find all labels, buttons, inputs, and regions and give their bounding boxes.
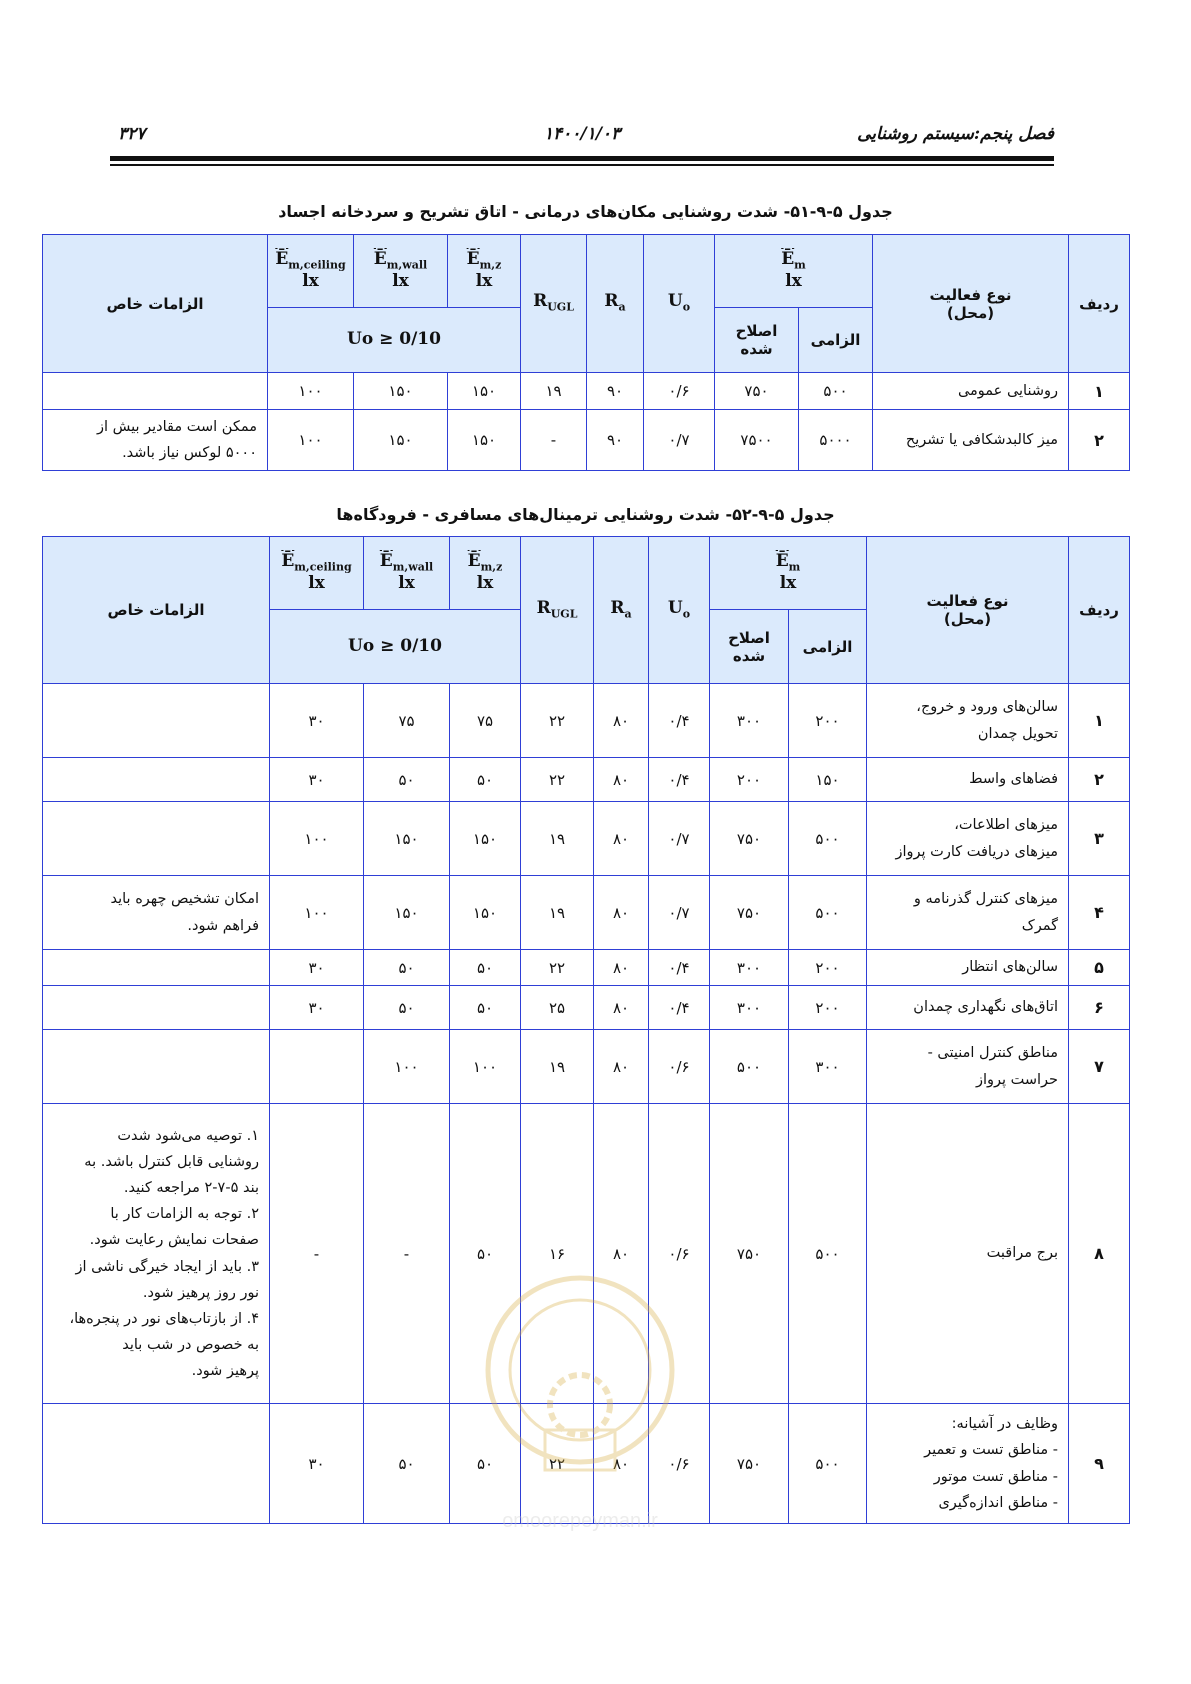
cell-em-z: ۱۵۰: [448, 410, 521, 471]
header-rugl: $R_{UGL}$: [521, 537, 594, 684]
header-uo-condition: Uo ≥ 0/10: [268, 308, 521, 373]
cell-mandatory: ۵۰۰: [789, 802, 867, 876]
cell-special: امکان تشخیص چهره باید فراهم شود.: [43, 876, 270, 950]
cell-em-z: ۱۵۰: [450, 802, 521, 876]
table-row: [43, 802, 1130, 876]
cell-activity: سالن‌های انتظار: [867, 950, 1069, 986]
cell-mandatory: ۵۰۰: [799, 373, 873, 410]
header-modified: اصلاح شده: [710, 610, 789, 684]
header-em-wall: $Ē_{m,wall}$ lx: [364, 537, 450, 610]
cell-em-wall: ۱۵۰: [354, 373, 448, 410]
cell-ra: ۹۰: [587, 410, 644, 471]
header-em-z: $Ē_{m,z}$ lx: [450, 537, 521, 610]
cell-special: [43, 758, 270, 802]
cell-em-ceiling: ۱۰۰: [270, 876, 364, 950]
cell-em-z: ۱۵۰: [448, 373, 521, 410]
table-row: [43, 1404, 1130, 1524]
cell-mandatory: ۱۵۰: [789, 758, 867, 802]
table-row: [43, 986, 1130, 1030]
header-rule-thick: [110, 156, 1054, 161]
table-row: [43, 410, 1130, 471]
cell-activity: فضاهای واسط: [867, 758, 1069, 802]
header-date: ۱۴۰۰/۱/۰۳: [543, 124, 621, 144]
cell-em-wall: ۱۵۰: [364, 802, 450, 876]
cell-uo: ۰/۶: [649, 1404, 710, 1524]
cell-row-no: ۹: [1069, 1404, 1130, 1524]
cell-activity: میز کالبدشکافی یا تشریح: [873, 410, 1069, 471]
header-mandatory: الزامی: [789, 610, 867, 684]
cell-special: [43, 802, 270, 876]
cell-em-z: ۵۰: [450, 1404, 521, 1524]
page-header: [110, 124, 1054, 146]
cell-uo: ۰/۶: [644, 373, 715, 410]
cell-activity: اتاق‌های نگهداری چمدان: [867, 986, 1069, 1030]
cell-modified: ۷۵۰: [710, 1104, 789, 1404]
cell-mandatory: ۵۰۰: [789, 876, 867, 950]
cell-em-z: ۵۰: [450, 758, 521, 802]
cell-em-z: ۷۵: [450, 684, 521, 758]
table2-caption: جدول ۵-۹-۵۲- شدت روشنایی ترمینال‌های مسافری - فرودگاه‌ها: [336, 505, 835, 524]
chapter-title: فصل پنجم:سیستم روشنایی: [857, 124, 1054, 144]
cell-activity: وظایف در آشیانه: - مناطق تست و تعمیر - مناطق تست موتور - مناطق اندازه‌گیری: [867, 1404, 1069, 1524]
cell-em-ceiling: ۱۰۰: [270, 802, 364, 876]
cell-em-z: ۵۰: [450, 986, 521, 1030]
cell-uo: ۰/۴: [649, 986, 710, 1030]
cell-mandatory: ۵۰۰: [789, 1104, 867, 1404]
table-row: [43, 950, 1130, 986]
cell-mandatory: ۳۰۰: [789, 1030, 867, 1104]
cell-uo: ۰/۶: [649, 1104, 710, 1404]
header-row-no: ردیف: [1069, 537, 1130, 684]
cell-em-wall: ۵۰: [364, 950, 450, 986]
cell-modified: ۷۵۰: [710, 1404, 789, 1524]
cell-row-no: ۳: [1069, 802, 1130, 876]
cell-modified: ۳۰۰: [710, 950, 789, 986]
cell-modified: ۷۵۰: [715, 373, 799, 410]
cell-em-z: ۱۵۰: [450, 876, 521, 950]
cell-rugl: ۱۹: [521, 802, 594, 876]
header-ra: $R_a$: [587, 235, 644, 373]
header-em-ceiling: $Ē_{m,ceiling}$ lx: [270, 537, 364, 610]
cell-row-no: ۵: [1069, 950, 1130, 986]
page-number: ۳۲۷: [118, 124, 146, 144]
cell-row-no: ۶: [1069, 986, 1130, 1030]
header-activity: نوع فعالیت (محل): [867, 537, 1069, 684]
cell-em-wall: ۵۰: [364, 986, 450, 1030]
cell-em-wall: ۵۰: [364, 758, 450, 802]
cell-rugl: -: [521, 410, 587, 471]
cell-ra: ۸۰: [594, 876, 649, 950]
header-rugl: $R_{UGL}$: [521, 235, 587, 373]
cell-uo: ۰/۴: [649, 684, 710, 758]
cell-em-wall: ۱۰۰: [364, 1030, 450, 1104]
header-em-wall: $Ē_{m,wall}$ lx: [354, 235, 448, 308]
cell-em-ceiling: ۳۰: [270, 1404, 364, 1524]
header-activity: نوع فعالیت (محل): [873, 235, 1069, 373]
cell-ra: ۸۰: [594, 684, 649, 758]
cell-ra: ۸۰: [594, 1404, 649, 1524]
cell-em-ceiling: ۳۰: [270, 758, 364, 802]
cell-activity: برج مراقبت: [867, 1104, 1069, 1404]
cell-ra: ۸۰: [594, 1030, 649, 1104]
cell-em-ceiling: ۱۰۰: [268, 410, 354, 471]
cell-mandatory: ۵۰۰۰: [799, 410, 873, 471]
table-row: [43, 1104, 1130, 1404]
cell-mandatory: ۲۰۰: [789, 684, 867, 758]
header-em-ceiling: $Ē_{m,ceiling}$ lx: [268, 235, 354, 308]
cell-special: [43, 1030, 270, 1104]
header-uo: $U_o$: [649, 537, 710, 684]
cell-activity: میزهای اطلاعات، میزهای دریافت کارت پرواز: [867, 802, 1069, 876]
cell-mandatory: ۲۰۰: [789, 986, 867, 1030]
cell-em-ceiling: -: [270, 1104, 364, 1404]
cell-special: [43, 950, 270, 986]
cell-rugl: ۲۲: [521, 684, 594, 758]
cell-uo: ۰/۷: [644, 410, 715, 471]
header-em: $Ē_m$ lx: [715, 235, 873, 308]
cell-uo: ۰/۷: [649, 876, 710, 950]
cell-ra: ۹۰: [587, 373, 644, 410]
cell-modified: ۷۵۰۰: [715, 410, 799, 471]
header-ra: $R_a$: [594, 537, 649, 684]
header-mandatory: الزامی: [799, 308, 873, 373]
cell-em-z: ۱۰۰: [450, 1030, 521, 1104]
cell-special: [43, 1404, 270, 1524]
cell-em-z: ۵۰: [450, 1104, 521, 1404]
cell-row-no: ۱: [1069, 684, 1130, 758]
header-rule-thin: [110, 164, 1054, 166]
cell-row-no: ۸: [1069, 1104, 1130, 1404]
cell-em-wall: -: [364, 1104, 450, 1404]
cell-activity: سالن‌های ورود و خروج، تحویل چمدان: [867, 684, 1069, 758]
cell-row-no: ۲: [1069, 410, 1130, 471]
table-row: [43, 1030, 1130, 1104]
table1: [42, 234, 1130, 471]
table-row: [43, 876, 1130, 950]
cell-em-ceiling: ۳۰: [270, 986, 364, 1030]
cell-special: [43, 373, 268, 410]
header-special: الزامات خاص: [43, 235, 268, 373]
cell-em-wall: ۷۵: [364, 684, 450, 758]
watermark-url: omoorepeyman.ir: [502, 1510, 658, 1532]
header-special: الزامات خاص: [43, 537, 270, 684]
cell-special: ۱. توصیه می‌شود شدت روشنایی قابل کنترل باشد. به بند ۵-۷-۲ مراجعه کنید. ۲. توجه به الزامات کار با صفحات نمایش رعایت شود. ۳. باید از ایجاد خیرگی ناشی از نور روز پرهیز شود. ۴. از بازتاب‌های نور در پنجره‌ها، به خصوص در شب باید پرهیز شود.: [43, 1104, 270, 1404]
cell-activity: میزهای کنترل گذرنامه و گمرک: [867, 876, 1069, 950]
header-modified: اصلاح شده: [715, 308, 799, 373]
cell-rugl: ۲۲: [521, 950, 594, 986]
cell-ra: ۸۰: [594, 950, 649, 986]
cell-uo: ۰/۷: [649, 802, 710, 876]
cell-em-ceiling: ۱۰۰: [268, 373, 354, 410]
cell-uo: ۰/۶: [649, 1030, 710, 1104]
cell-ra: ۸۰: [594, 802, 649, 876]
cell-ra: ۸۰: [594, 1104, 649, 1404]
cell-rugl: ۱۹: [521, 373, 587, 410]
cell-em-wall: ۱۵۰: [354, 410, 448, 471]
table-row: [43, 373, 1130, 410]
cell-rugl: ۲۵: [521, 986, 594, 1030]
cell-modified: ۷۵۰: [710, 802, 789, 876]
cell-mandatory: ۲۰۰: [789, 950, 867, 986]
cell-em-z: ۵۰: [450, 950, 521, 986]
cell-activity: مناطق کنترل امنیتی - حراست پرواز: [867, 1030, 1069, 1104]
cell-modified: ۷۵۰: [710, 876, 789, 950]
header-uo-condition: Uo ≥ 0/10: [270, 610, 521, 684]
cell-special: [43, 684, 270, 758]
cell-row-no: ۲: [1069, 758, 1130, 802]
cell-mandatory: ۵۰۰: [789, 1404, 867, 1524]
cell-rugl: ۱۹: [521, 876, 594, 950]
cell-em-ceiling: ۳۰: [270, 684, 364, 758]
cell-row-no: ۱: [1069, 373, 1130, 410]
header-row-no: ردیف: [1069, 235, 1130, 373]
cell-em-ceiling: ۳۰: [270, 950, 364, 986]
cell-modified: ۲۰۰: [710, 758, 789, 802]
cell-ra: ۸۰: [594, 758, 649, 802]
cell-modified: ۳۰۰: [710, 684, 789, 758]
header-uo: $U_o$: [644, 235, 715, 373]
cell-special: ممکن است مقادیر بیش از ۵۰۰۰ لوکس نیاز باشد.: [43, 410, 268, 471]
table-row: [43, 684, 1130, 758]
header-em-z: $Ē_{m,z}$ lx: [448, 235, 521, 308]
cell-ra: ۸۰: [594, 986, 649, 1030]
cell-em-wall: ۵۰: [364, 1404, 450, 1524]
cell-em-wall: ۱۵۰: [364, 876, 450, 950]
cell-modified: ۵۰۰: [710, 1030, 789, 1104]
table-row: [43, 758, 1130, 802]
table2: [42, 536, 1130, 1524]
cell-modified: ۳۰۰: [710, 986, 789, 1030]
cell-uo: ۰/۴: [649, 950, 710, 986]
cell-rugl: ۲۲: [521, 1404, 594, 1524]
cell-rugl: ۱۹: [521, 1030, 594, 1104]
table1-caption: جدول ۵-۹-۵۱- شدت روشنایی مکان‌های درمانی - اتاق تشریح و سردخانه اجساد: [278, 202, 893, 221]
cell-row-no: ۴: [1069, 876, 1130, 950]
cell-uo: ۰/۴: [649, 758, 710, 802]
header-em: $Ē_m$ lx: [710, 537, 867, 610]
cell-activity: روشنایی عمومی: [873, 373, 1069, 410]
cell-row-no: ۷: [1069, 1030, 1130, 1104]
cell-rugl: ۲۲: [521, 758, 594, 802]
cell-special: [43, 986, 270, 1030]
cell-em-ceiling: [270, 1030, 364, 1104]
cell-rugl: ۱۶: [521, 1104, 594, 1404]
